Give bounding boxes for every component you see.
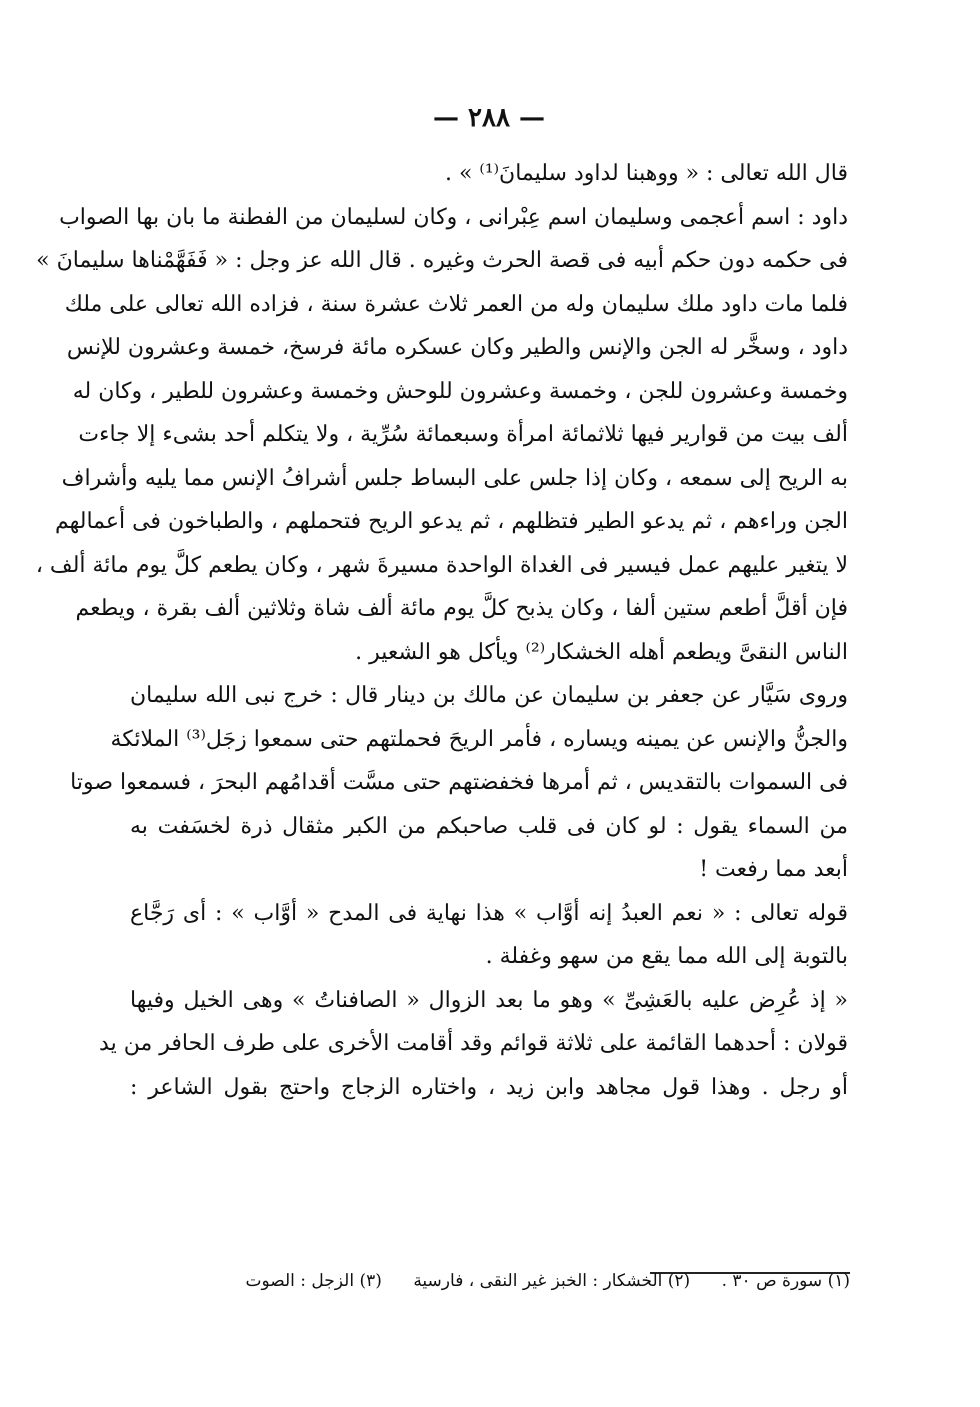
- text-line: الجن وراءهم ، ثم يدعو الطير فتظلهم ، ثم يدعو الريح فتحملهم ، والطباخون فى أعمالهم: [54, 509, 848, 534]
- text-line: فلما مات داود ملك سليمان وله من العمر ثلاث عشرة سنة ، فزاده الله تعالى على ملك: [64, 291, 848, 317]
- footnote-3: (٣) الزجل : الصوت: [245, 1271, 382, 1291]
- text-line: به الريح إلى سمعه ، وكان إذا جلس على البساط جلس أشرافُ الإنس مما يليه وأشراف: [61, 465, 848, 491]
- text-line: قولان : أحدهما القائمة على ثلاثة قوائم وقد أقامت الأخرى على طرف الحافر من يد: [99, 1031, 848, 1056]
- text-line: فإن أقلَّ أطعم ستين ألفا ، وكان يذبح كلَّ يوم مائة ألف شاة وثلاثين ألف بقرة ، ويطعم: [75, 596, 848, 621]
- text-line: أو رجل . وهذا قول مجاهد وابن زيد ، واختاره الزجاج واحتج بقول الشاعر :: [130, 1074, 848, 1100]
- text-line: ألف بيت من قوارير فيها ثلاثمائة امرأة وسبعمائة سُرِّية ، ولا يتكلم أحد بشىء إلا جاءت: [78, 422, 848, 447]
- text-line: فى حكمه دون حكم أبيه فى قصة الحرث وغيره . قال الله عز وجل : « فَفَهَّمْناها سليمانَ »: [36, 248, 848, 273]
- text-line: أبعد مما رفعت !: [699, 857, 848, 882]
- text-line: قال الله تعالى : « ووهبنا لداود سليمانَ⁽¹⁾ » .: [444, 161, 848, 186]
- footnote-2: (٢) الخشكار : الخبز غير النقى ، فارسية: [413, 1271, 691, 1291]
- text-line: وروى سَيَّار عن جعفر بن سليمان عن مالك بن دينار قال : خرج نبى الله سليمان: [130, 683, 848, 708]
- page-number: — ٢٨٨ —: [432, 103, 546, 133]
- text-line: داود : اسم أعجمى وسليمان اسم عِبْرانى ، وكان لسليمان من الفطنة ما بان بها الصواب: [59, 204, 848, 230]
- text-line: داود ، وسخَّر له الجن والإنس والطير وكان عسكره مائة فرسخ، خمسة وعشرون للإنس: [66, 335, 848, 360]
- main-text: [35, 152, 848, 1109]
- footnotes: [130, 1266, 850, 1296]
- text-line: وخمسة وعشرون للجن ، وخمسة وعشرون للوحش وخمسة وعشرون للطير ، وكان له: [72, 378, 848, 404]
- text-line: فى السموات بالتقديس ، ثم أمرها فخفضتهم حتى مسَّت أقدامُهم البحرَ ، فسمعوا صوتا: [70, 770, 848, 795]
- footnote-1: (١) سورة ص ٣٠ .: [721, 1271, 850, 1291]
- text-line: لا يتغير عليهم عمل فيسير فى الغداة الواحدة مسيرةَ شهر ، وكان يطعم كلَّ يوم مائة ألف ،: [35, 552, 848, 578]
- text-line: والجنُّ والإنس عن يمينه ويساره ، فأمر الريحَ فحملتهم حتى سمعوا زجَل⁽³⁾ الملائكة: [110, 726, 848, 752]
- text-line: بالتوبة إلى الله مما يقع من سهو وغفلة .: [485, 944, 848, 969]
- text-line: قوله تعالى : « نعم العبدُ إنه أوَّاب » هذا نهاية فى المدح « أوَّاب » : أى رَجَّاع: [130, 900, 848, 926]
- text-line: « إذ عُرِض عليه بالعَشِىِّ » وهو ما بعد الزوال « الصافناتُ » وهى الخيل وفيها: [130, 987, 848, 1013]
- text-line: من السماء يقول : لو كان فى قلب صاحبكم من الكبر مثقال ذرة لخسَفت به: [130, 813, 848, 839]
- text-line: الناس النقىَّ ويطعم أهله الخشكار⁽²⁾ ويأكل هو الشعير .: [355, 639, 848, 665]
